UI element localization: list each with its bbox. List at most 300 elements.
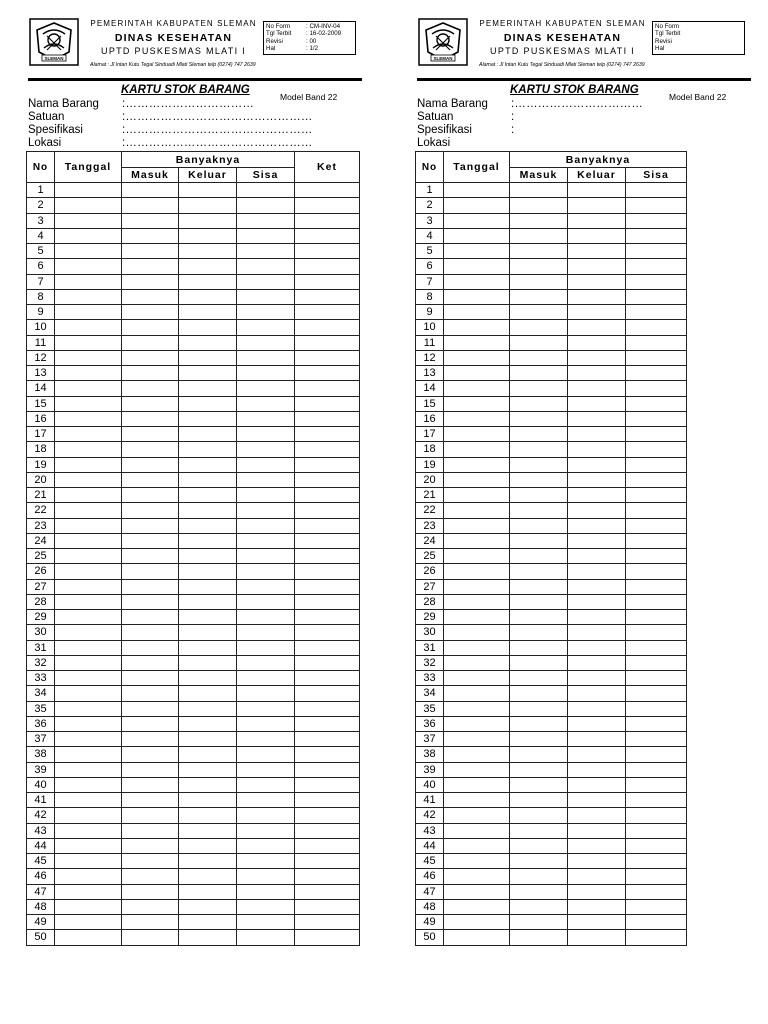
field-nama-barang[interactable] <box>417 98 643 111</box>
tanggal-cell[interactable] <box>444 838 510 853</box>
masuk-cell[interactable] <box>122 518 179 533</box>
sisa-cell[interactable] <box>626 366 687 381</box>
keluar-cell[interactable] <box>179 930 237 945</box>
sisa-cell[interactable] <box>237 655 295 670</box>
sisa-cell[interactable] <box>237 625 295 640</box>
tanggal-cell[interactable] <box>55 549 122 564</box>
masuk-cell[interactable] <box>510 640 568 655</box>
tanggal-cell[interactable] <box>444 915 510 930</box>
keluar-cell[interactable] <box>568 808 626 823</box>
keluar-cell[interactable] <box>568 701 626 716</box>
tanggal-cell[interactable] <box>55 930 122 945</box>
keluar-cell[interactable] <box>179 838 237 853</box>
tanggal-cell[interactable] <box>444 472 510 487</box>
keluar-cell[interactable] <box>568 716 626 731</box>
ket-cell[interactable] <box>295 213 360 228</box>
masuk-cell[interactable] <box>510 503 568 518</box>
masuk-cell[interactable] <box>122 274 179 289</box>
sisa-cell[interactable] <box>626 640 687 655</box>
masuk-cell[interactable] <box>510 671 568 686</box>
ket-cell[interactable] <box>295 930 360 945</box>
masuk-cell[interactable] <box>122 396 179 411</box>
tanggal-cell[interactable] <box>55 518 122 533</box>
tanggal-cell[interactable] <box>444 488 510 503</box>
tanggal-cell[interactable] <box>444 335 510 350</box>
sisa-cell[interactable] <box>626 457 687 472</box>
tanggal-cell[interactable] <box>55 228 122 243</box>
masuk-cell[interactable] <box>510 915 568 930</box>
tanggal-cell[interactable] <box>444 411 510 426</box>
masuk-cell[interactable] <box>510 579 568 594</box>
sisa-cell[interactable] <box>237 640 295 655</box>
ket-cell[interactable] <box>295 366 360 381</box>
keluar-cell[interactable] <box>568 838 626 853</box>
sisa-cell[interactable] <box>626 594 687 609</box>
masuk-cell[interactable] <box>510 701 568 716</box>
masuk-cell[interactable] <box>122 884 179 899</box>
field-spesifikasi[interactable] <box>417 124 514 137</box>
keluar-cell[interactable] <box>568 762 626 777</box>
sisa-cell[interactable] <box>626 747 687 762</box>
sisa-cell[interactable] <box>237 869 295 884</box>
keluar-cell[interactable] <box>568 457 626 472</box>
sisa-cell[interactable] <box>237 549 295 564</box>
sisa-cell[interactable] <box>237 183 295 198</box>
keluar-cell[interactable] <box>568 320 626 335</box>
sisa-cell[interactable] <box>237 884 295 899</box>
masuk-cell[interactable] <box>510 228 568 243</box>
tanggal-cell[interactable] <box>444 686 510 701</box>
keluar-cell[interactable] <box>568 930 626 945</box>
masuk-cell[interactable] <box>122 411 179 426</box>
keluar-cell[interactable] <box>179 488 237 503</box>
tanggal-cell[interactable] <box>444 594 510 609</box>
keluar-cell[interactable] <box>179 610 237 625</box>
keluar-cell[interactable] <box>179 396 237 411</box>
ket-cell[interactable] <box>295 564 360 579</box>
tanggal-cell[interactable] <box>55 884 122 899</box>
tanggal-cell[interactable] <box>55 869 122 884</box>
masuk-cell[interactable] <box>510 549 568 564</box>
ket-cell[interactable] <box>295 411 360 426</box>
keluar-cell[interactable] <box>179 533 237 548</box>
sisa-cell[interactable] <box>237 274 295 289</box>
keluar-cell[interactable] <box>179 411 237 426</box>
keluar-cell[interactable] <box>179 915 237 930</box>
keluar-cell[interactable] <box>179 213 237 228</box>
tanggal-cell[interactable] <box>55 183 122 198</box>
masuk-cell[interactable] <box>122 472 179 487</box>
ket-cell[interactable] <box>295 899 360 914</box>
tanggal-cell[interactable] <box>444 442 510 457</box>
tanggal-cell[interactable] <box>55 503 122 518</box>
keluar-cell[interactable] <box>179 747 237 762</box>
ket-cell[interactable] <box>295 915 360 930</box>
keluar-cell[interactable] <box>568 899 626 914</box>
keluar-cell[interactable] <box>568 777 626 792</box>
ket-cell[interactable] <box>295 381 360 396</box>
ket-cell[interactable] <box>295 244 360 259</box>
masuk-cell[interactable] <box>122 747 179 762</box>
ket-cell[interactable] <box>295 610 360 625</box>
tanggal-cell[interactable] <box>444 899 510 914</box>
keluar-cell[interactable] <box>568 503 626 518</box>
sisa-cell[interactable] <box>237 305 295 320</box>
ket-cell[interactable] <box>295 747 360 762</box>
sisa-cell[interactable] <box>626 381 687 396</box>
ket-cell[interactable] <box>295 228 360 243</box>
sisa-cell[interactable] <box>626 686 687 701</box>
ket-cell[interactable] <box>295 457 360 472</box>
sisa-cell[interactable] <box>237 427 295 442</box>
masuk-cell[interactable] <box>510 442 568 457</box>
sisa-cell[interactable] <box>237 762 295 777</box>
masuk-cell[interactable] <box>510 777 568 792</box>
sisa-cell[interactable] <box>237 564 295 579</box>
masuk-cell[interactable] <box>510 350 568 365</box>
sisa-cell[interactable] <box>237 930 295 945</box>
keluar-cell[interactable] <box>568 518 626 533</box>
masuk-cell[interactable] <box>510 457 568 472</box>
sisa-cell[interactable] <box>237 594 295 609</box>
masuk-cell[interactable] <box>510 488 568 503</box>
sisa-cell[interactable] <box>237 472 295 487</box>
masuk-cell[interactable] <box>122 915 179 930</box>
keluar-cell[interactable] <box>568 793 626 808</box>
masuk-cell[interactable] <box>122 823 179 838</box>
keluar-cell[interactable] <box>179 899 237 914</box>
masuk-cell[interactable] <box>510 533 568 548</box>
sisa-cell[interactable] <box>626 915 687 930</box>
sisa-cell[interactable] <box>626 579 687 594</box>
keluar-cell[interactable] <box>179 518 237 533</box>
field-satuan[interactable] <box>28 111 313 124</box>
masuk-cell[interactable] <box>510 198 568 213</box>
masuk-cell[interactable] <box>510 320 568 335</box>
keluar-cell[interactable] <box>568 381 626 396</box>
sisa-cell[interactable] <box>626 930 687 945</box>
masuk-cell[interactable] <box>510 274 568 289</box>
tanggal-cell[interactable] <box>55 747 122 762</box>
masuk-cell[interactable] <box>122 640 179 655</box>
keluar-cell[interactable] <box>568 869 626 884</box>
masuk-cell[interactable] <box>122 930 179 945</box>
tanggal-cell[interactable] <box>444 366 510 381</box>
sisa-cell[interactable] <box>237 854 295 869</box>
keluar-cell[interactable] <box>179 244 237 259</box>
tanggal-cell[interactable] <box>55 198 122 213</box>
tanggal-cell[interactable] <box>444 396 510 411</box>
ket-cell[interactable] <box>295 640 360 655</box>
masuk-cell[interactable] <box>510 305 568 320</box>
tanggal-cell[interactable] <box>444 503 510 518</box>
tanggal-cell[interactable] <box>444 732 510 747</box>
sisa-cell[interactable] <box>626 305 687 320</box>
tanggal-cell[interactable] <box>444 762 510 777</box>
ket-cell[interactable] <box>295 549 360 564</box>
keluar-cell[interactable] <box>568 289 626 304</box>
sisa-cell[interactable] <box>626 854 687 869</box>
tanggal-cell[interactable] <box>444 549 510 564</box>
sisa-cell[interactable] <box>237 777 295 792</box>
keluar-cell[interactable] <box>179 777 237 792</box>
tanggal-cell[interactable] <box>55 716 122 731</box>
masuk-cell[interactable] <box>510 854 568 869</box>
sisa-cell[interactable] <box>626 396 687 411</box>
sisa-cell[interactable] <box>626 320 687 335</box>
masuk-cell[interactable] <box>510 762 568 777</box>
tanggal-cell[interactable] <box>444 213 510 228</box>
keluar-cell[interactable] <box>568 228 626 243</box>
keluar-cell[interactable] <box>179 579 237 594</box>
sisa-cell[interactable] <box>626 472 687 487</box>
ket-cell[interactable] <box>295 854 360 869</box>
sisa-cell[interactable] <box>237 579 295 594</box>
masuk-cell[interactable] <box>510 625 568 640</box>
keluar-cell[interactable] <box>568 396 626 411</box>
masuk-cell[interactable] <box>510 411 568 426</box>
keluar-cell[interactable] <box>179 625 237 640</box>
sisa-cell[interactable] <box>237 411 295 426</box>
ket-cell[interactable] <box>295 716 360 731</box>
masuk-cell[interactable] <box>510 396 568 411</box>
sisa-cell[interactable] <box>237 350 295 365</box>
masuk-cell[interactable] <box>122 289 179 304</box>
sisa-cell[interactable] <box>626 777 687 792</box>
ket-cell[interactable] <box>295 335 360 350</box>
tanggal-cell[interactable] <box>55 411 122 426</box>
sisa-cell[interactable] <box>626 610 687 625</box>
ket-cell[interactable] <box>295 289 360 304</box>
keluar-cell[interactable] <box>568 625 626 640</box>
sisa-cell[interactable] <box>237 289 295 304</box>
masuk-cell[interactable] <box>510 381 568 396</box>
ket-cell[interactable] <box>295 396 360 411</box>
masuk-cell[interactable] <box>122 350 179 365</box>
masuk-cell[interactable] <box>122 808 179 823</box>
tanggal-cell[interactable] <box>444 869 510 884</box>
sisa-cell[interactable] <box>626 899 687 914</box>
ket-cell[interactable] <box>295 533 360 548</box>
sisa-cell[interactable] <box>237 320 295 335</box>
ket-cell[interactable] <box>295 183 360 198</box>
tanggal-cell[interactable] <box>444 244 510 259</box>
tanggal-cell[interactable] <box>444 655 510 670</box>
tanggal-cell[interactable] <box>55 777 122 792</box>
keluar-cell[interactable] <box>179 762 237 777</box>
keluar-cell[interactable] <box>568 640 626 655</box>
ket-cell[interactable] <box>295 671 360 686</box>
ket-cell[interactable] <box>295 274 360 289</box>
masuk-cell[interactable] <box>122 366 179 381</box>
keluar-cell[interactable] <box>568 671 626 686</box>
tanggal-cell[interactable] <box>444 610 510 625</box>
sisa-cell[interactable] <box>626 732 687 747</box>
tanggal-cell[interactable] <box>444 793 510 808</box>
tanggal-cell[interactable] <box>444 823 510 838</box>
sisa-cell[interactable] <box>237 457 295 472</box>
sisa-cell[interactable] <box>626 274 687 289</box>
keluar-cell[interactable] <box>179 457 237 472</box>
masuk-cell[interactable] <box>122 793 179 808</box>
keluar-cell[interactable] <box>568 244 626 259</box>
tanggal-cell[interactable] <box>55 625 122 640</box>
keluar-cell[interactable] <box>179 289 237 304</box>
sisa-cell[interactable] <box>626 671 687 686</box>
keluar-cell[interactable] <box>568 305 626 320</box>
keluar-cell[interactable] <box>179 259 237 274</box>
masuk-cell[interactable] <box>122 610 179 625</box>
masuk-cell[interactable] <box>122 320 179 335</box>
tanggal-cell[interactable] <box>55 671 122 686</box>
sisa-cell[interactable] <box>626 488 687 503</box>
masuk-cell[interactable] <box>122 777 179 792</box>
tanggal-cell[interactable] <box>55 320 122 335</box>
ket-cell[interactable] <box>295 579 360 594</box>
keluar-cell[interactable] <box>568 915 626 930</box>
keluar-cell[interactable] <box>568 259 626 274</box>
keluar-cell[interactable] <box>179 228 237 243</box>
masuk-cell[interactable] <box>122 625 179 640</box>
sisa-cell[interactable] <box>237 366 295 381</box>
keluar-cell[interactable] <box>179 198 237 213</box>
sisa-cell[interactable] <box>626 259 687 274</box>
tanggal-cell[interactable] <box>55 686 122 701</box>
sisa-cell[interactable] <box>626 564 687 579</box>
sisa-cell[interactable] <box>626 823 687 838</box>
sisa-cell[interactable] <box>237 442 295 457</box>
sisa-cell[interactable] <box>237 899 295 914</box>
tanggal-cell[interactable] <box>55 838 122 853</box>
keluar-cell[interactable] <box>568 427 626 442</box>
keluar-cell[interactable] <box>568 213 626 228</box>
sisa-cell[interactable] <box>237 610 295 625</box>
masuk-cell[interactable] <box>510 259 568 274</box>
masuk-cell[interactable] <box>510 655 568 670</box>
tanggal-cell[interactable] <box>444 701 510 716</box>
sisa-cell[interactable] <box>237 732 295 747</box>
masuk-cell[interactable] <box>122 671 179 686</box>
sisa-cell[interactable] <box>626 716 687 731</box>
masuk-cell[interactable] <box>510 564 568 579</box>
sisa-cell[interactable] <box>626 869 687 884</box>
keluar-cell[interactable] <box>568 350 626 365</box>
sisa-cell[interactable] <box>626 625 687 640</box>
sisa-cell[interactable] <box>626 289 687 304</box>
tanggal-cell[interactable] <box>444 930 510 945</box>
tanggal-cell[interactable] <box>55 427 122 442</box>
tanggal-cell[interactable] <box>55 854 122 869</box>
keluar-cell[interactable] <box>179 869 237 884</box>
sisa-cell[interactable] <box>237 701 295 716</box>
keluar-cell[interactable] <box>179 854 237 869</box>
keluar-cell[interactable] <box>179 274 237 289</box>
masuk-cell[interactable] <box>122 701 179 716</box>
keluar-cell[interactable] <box>568 366 626 381</box>
masuk-cell[interactable] <box>510 244 568 259</box>
masuk-cell[interactable] <box>510 289 568 304</box>
masuk-cell[interactable] <box>122 716 179 731</box>
sisa-cell[interactable] <box>626 549 687 564</box>
sisa-cell[interactable] <box>237 381 295 396</box>
ket-cell[interactable] <box>295 793 360 808</box>
ket-cell[interactable] <box>295 732 360 747</box>
keluar-cell[interactable] <box>179 381 237 396</box>
keluar-cell[interactable] <box>568 747 626 762</box>
ket-cell[interactable] <box>295 518 360 533</box>
masuk-cell[interactable] <box>122 198 179 213</box>
sisa-cell[interactable] <box>626 411 687 426</box>
tanggal-cell[interactable] <box>55 305 122 320</box>
keluar-cell[interactable] <box>179 427 237 442</box>
sisa-cell[interactable] <box>626 198 687 213</box>
tanggal-cell[interactable] <box>55 640 122 655</box>
sisa-cell[interactable] <box>237 671 295 686</box>
keluar-cell[interactable] <box>568 610 626 625</box>
masuk-cell[interactable] <box>510 610 568 625</box>
tanggal-cell[interactable] <box>55 335 122 350</box>
keluar-cell[interactable] <box>568 488 626 503</box>
tanggal-cell[interactable] <box>55 213 122 228</box>
sisa-cell[interactable] <box>237 823 295 838</box>
tanggal-cell[interactable] <box>55 488 122 503</box>
keluar-cell[interactable] <box>568 686 626 701</box>
tanggal-cell[interactable] <box>444 854 510 869</box>
tanggal-cell[interactable] <box>444 884 510 899</box>
masuk-cell[interactable] <box>122 869 179 884</box>
sisa-cell[interactable] <box>237 686 295 701</box>
tanggal-cell[interactable] <box>55 762 122 777</box>
tanggal-cell[interactable] <box>55 732 122 747</box>
field-spesifikasi[interactable] <box>28 124 313 137</box>
ket-cell[interactable] <box>295 259 360 274</box>
sisa-cell[interactable] <box>626 503 687 518</box>
ket-cell[interactable] <box>295 305 360 320</box>
keluar-cell[interactable] <box>568 579 626 594</box>
masuk-cell[interactable] <box>122 335 179 350</box>
keluar-cell[interactable] <box>179 793 237 808</box>
keluar-cell[interactable] <box>179 442 237 457</box>
ket-cell[interactable] <box>295 594 360 609</box>
masuk-cell[interactable] <box>122 899 179 914</box>
sisa-cell[interactable] <box>237 716 295 731</box>
tanggal-cell[interactable] <box>444 533 510 548</box>
keluar-cell[interactable] <box>179 472 237 487</box>
tanggal-cell[interactable] <box>55 381 122 396</box>
masuk-cell[interactable] <box>510 838 568 853</box>
masuk-cell[interactable] <box>510 884 568 899</box>
keluar-cell[interactable] <box>568 884 626 899</box>
keluar-cell[interactable] <box>568 183 626 198</box>
masuk-cell[interactable] <box>122 244 179 259</box>
ket-cell[interactable] <box>295 838 360 853</box>
keluar-cell[interactable] <box>568 564 626 579</box>
ket-cell[interactable] <box>295 762 360 777</box>
ket-cell[interactable] <box>295 427 360 442</box>
keluar-cell[interactable] <box>568 274 626 289</box>
keluar-cell[interactable] <box>179 655 237 670</box>
masuk-cell[interactable] <box>510 335 568 350</box>
masuk-cell[interactable] <box>122 533 179 548</box>
tanggal-cell[interactable] <box>444 320 510 335</box>
masuk-cell[interactable] <box>122 183 179 198</box>
tanggal-cell[interactable] <box>55 472 122 487</box>
sisa-cell[interactable] <box>237 747 295 762</box>
masuk-cell[interactable] <box>510 808 568 823</box>
keluar-cell[interactable] <box>179 884 237 899</box>
sisa-cell[interactable] <box>626 427 687 442</box>
field-nama-barang[interactable] <box>28 98 254 111</box>
